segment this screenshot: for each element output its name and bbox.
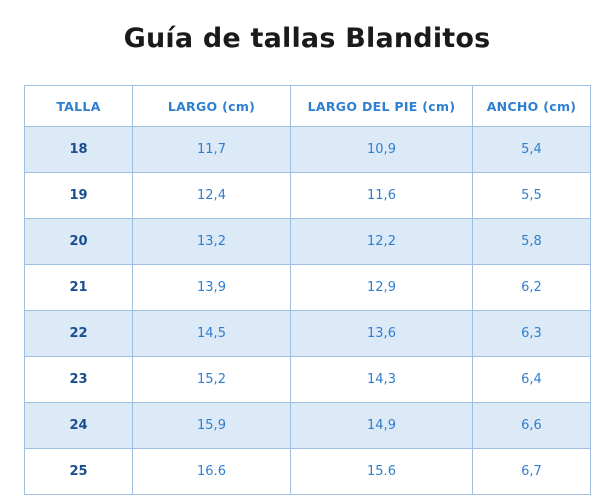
table-row — [25, 127, 591, 173]
table-row — [25, 311, 591, 357]
cell-largo-del-pie: 14,9 — [291, 403, 473, 449]
cell-ancho: 6,6 — [473, 403, 591, 449]
cell-largo: 11,7 — [133, 127, 291, 173]
cell-talla: 20 — [25, 219, 133, 265]
column-header-largo-del-pie: LARGO DEL PIE (cm) — [291, 86, 473, 127]
table-row — [25, 265, 591, 311]
cell-largo-del-pie: 10,9 — [291, 127, 473, 173]
column-header-talla: TALLA — [25, 86, 133, 127]
cell-largo: 15,2 — [133, 357, 291, 403]
table-row — [25, 173, 591, 219]
cell-talla: 18 — [25, 127, 133, 173]
cell-largo: 13,2 — [133, 219, 291, 265]
table-header-row — [25, 86, 591, 127]
cell-largo-del-pie: 13,6 — [291, 311, 473, 357]
cell-largo-del-pie: 14,3 — [291, 357, 473, 403]
size-guide-table — [24, 85, 591, 495]
table-row — [25, 357, 591, 403]
table-header — [25, 86, 591, 127]
cell-largo: 14,5 — [133, 311, 291, 357]
table-row — [25, 403, 591, 449]
cell-largo: 13,9 — [133, 265, 291, 311]
cell-ancho: 5,5 — [473, 173, 591, 219]
cell-talla: 23 — [25, 357, 133, 403]
cell-talla: 24 — [25, 403, 133, 449]
table-body — [25, 127, 591, 495]
table-row — [25, 449, 591, 495]
cell-ancho: 6,4 — [473, 357, 591, 403]
cell-largo: 15,9 — [133, 403, 291, 449]
cell-ancho: 5,8 — [473, 219, 591, 265]
cell-largo: 12,4 — [133, 173, 291, 219]
cell-ancho: 5,4 — [473, 127, 591, 173]
cell-largo-del-pie: 12,9 — [291, 265, 473, 311]
table-row — [25, 219, 591, 265]
cell-ancho: 6,7 — [473, 449, 591, 495]
column-header-largo: LARGO (cm) — [133, 86, 291, 127]
cell-ancho: 6,3 — [473, 311, 591, 357]
size-guide-table-container — [24, 85, 590, 495]
cell-talla: 21 — [25, 265, 133, 311]
cell-largo-del-pie: 11,6 — [291, 173, 473, 219]
cell-largo-del-pie: 12,2 — [291, 219, 473, 265]
column-header-ancho: ANCHO (cm) — [473, 86, 591, 127]
cell-largo: 16.6 — [133, 449, 291, 495]
cell-talla: 22 — [25, 311, 133, 357]
cell-ancho: 6,2 — [473, 265, 591, 311]
cell-talla: 19 — [25, 173, 133, 219]
cell-largo-del-pie: 15.6 — [291, 449, 473, 495]
cell-talla: 25 — [25, 449, 133, 495]
page-title: Guía de tallas Blanditos — [123, 23, 491, 54]
